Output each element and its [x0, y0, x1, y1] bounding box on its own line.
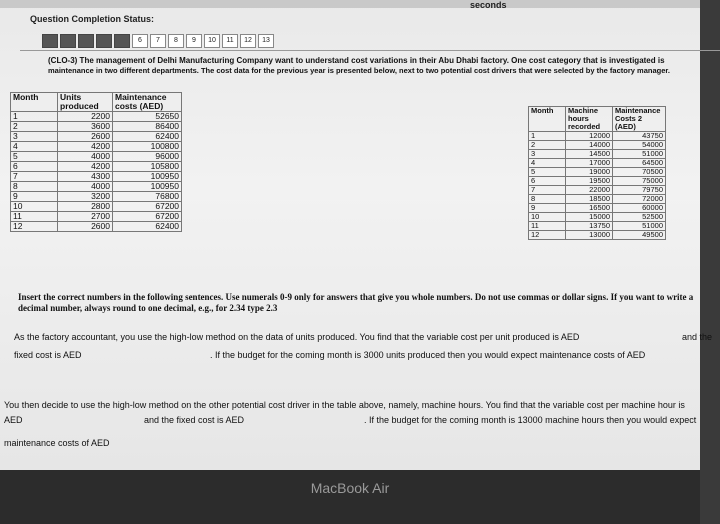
value-cell: 52500 [613, 213, 666, 222]
month-cell: 8 [11, 182, 58, 192]
value-cell: 64500 [613, 159, 666, 168]
value-cell: 14000 [566, 141, 613, 150]
month-cell: 5 [11, 152, 58, 162]
q2-fixed-cost-input[interactable] [262, 415, 332, 425]
divider [20, 50, 720, 51]
month-cell: 1 [529, 132, 566, 141]
answer-instructions: Insert the correct numbers in the following sentences. Use numerals 0-9 only for answers that give you whole numbers. Do not use commas or dollar signs. If you want to write a decimal number, always round to one decimal, e.g., for 2.34 type 2.3 [18, 292, 694, 313]
table-row [11, 172, 182, 182]
month-cell: 6 [11, 162, 58, 172]
question-nav-7[interactable]: 7 [150, 34, 166, 48]
question-navigation [42, 34, 312, 46]
value-cell: 3600 [58, 122, 113, 132]
value-cell: 13000 [566, 231, 613, 240]
col-month: Month [11, 93, 58, 112]
value-cell: 96000 [113, 152, 182, 162]
month-cell: 7 [11, 172, 58, 182]
table-row [11, 152, 182, 162]
value-cell: 12000 [566, 132, 613, 141]
month-cell: 1 [11, 112, 58, 122]
completion-status-label: Question Completion Status: [30, 14, 155, 24]
laptop-bezel [0, 470, 700, 524]
month-cell: 7 [529, 186, 566, 195]
table-row [11, 222, 182, 232]
value-cell: 49500 [613, 231, 666, 240]
value-cell: 4200 [58, 162, 113, 172]
value-cell: 2700 [58, 212, 113, 222]
value-cell: 72000 [613, 195, 666, 204]
value-cell: 67200 [113, 202, 182, 212]
q1-expected-cost-input[interactable] [644, 350, 694, 360]
question-nav-13[interactable]: 13 [258, 34, 274, 48]
q2-text-e: maintenance costs of AED [4, 438, 110, 448]
value-cell: 18500 [566, 195, 613, 204]
value-cell: 43750 [613, 132, 666, 141]
q1-text-c: fixed cost is AED [14, 350, 82, 360]
month-cell: 9 [529, 204, 566, 213]
month-cell: 12 [11, 222, 58, 232]
question-nav-done[interactable] [78, 34, 94, 48]
col-machine-hours: Machine hours recorded [566, 107, 613, 132]
value-cell: 4200 [58, 142, 113, 152]
question-nav-12[interactable]: 12 [240, 34, 256, 48]
month-cell: 12 [529, 231, 566, 240]
top-strip [0, 0, 700, 8]
question-nav-done[interactable] [60, 34, 76, 48]
table-row [11, 112, 182, 122]
q1-fixed-cost-input[interactable] [114, 350, 184, 360]
question-nav-done[interactable] [114, 34, 130, 48]
value-cell: 100950 [113, 182, 182, 192]
table-row [11, 192, 182, 202]
question-nav-8[interactable]: 8 [168, 34, 184, 48]
month-cell: 4 [11, 142, 58, 152]
month-cell: 8 [529, 195, 566, 204]
value-cell: 13750 [566, 222, 613, 231]
value-cell: 76800 [113, 192, 182, 202]
value-cell: 75000 [613, 177, 666, 186]
month-cell: 2 [529, 141, 566, 150]
month-cell: 11 [11, 212, 58, 222]
value-cell: 15000 [566, 213, 613, 222]
value-cell: 3200 [58, 192, 113, 202]
q2-text-b: AED [4, 415, 23, 425]
q2-variable-cost-input[interactable] [34, 415, 104, 425]
month-cell: 3 [11, 132, 58, 142]
value-cell: 19500 [566, 177, 613, 186]
value-cell: 22000 [566, 186, 613, 195]
q1-text-a: As the factory accountant, you use the high-low method on the data of units produced. You find that the variable cost per unit produced is AED [14, 332, 580, 342]
table-row [529, 231, 666, 240]
table-row [11, 212, 182, 222]
value-cell: 4000 [58, 152, 113, 162]
question-nav-11[interactable]: 11 [222, 34, 238, 48]
question-nav-9[interactable]: 9 [186, 34, 202, 48]
value-cell: 16500 [566, 204, 613, 213]
month-cell: 9 [11, 192, 58, 202]
device-brand-label: MacBook Air [310, 480, 390, 496]
table-row [11, 142, 182, 152]
q1-variable-cost-input[interactable] [614, 332, 684, 342]
units-cost-table [10, 92, 182, 232]
value-cell: 51000 [613, 150, 666, 159]
value-cell: 62400 [113, 222, 182, 232]
timer-text: seconds [470, 0, 507, 10]
q2-text-c: and the fixed cost is AED [144, 415, 245, 425]
question-nav-10[interactable]: 10 [204, 34, 220, 48]
question-nav-done[interactable] [42, 34, 58, 48]
month-cell: 2 [11, 122, 58, 132]
value-cell: 2800 [58, 202, 113, 212]
month-cell: 6 [529, 177, 566, 186]
q2-expected-cost-input[interactable] [134, 438, 204, 448]
month-cell: 3 [529, 150, 566, 159]
month-cell: 5 [529, 168, 566, 177]
col-maintenance-costs-2: Maintenance Costs 2 (AED) [613, 107, 666, 132]
month-cell: 10 [529, 213, 566, 222]
value-cell: 51000 [613, 222, 666, 231]
table-row [11, 132, 182, 142]
q1-text-d: . If the budget for the coming month is 3000 units produced then you would expect maintenance costs of AED [210, 350, 646, 360]
question-nav-6[interactable]: 6 [132, 34, 148, 48]
value-cell: 67200 [113, 212, 182, 222]
machine-hours-cost-table [528, 106, 666, 240]
value-cell: 17000 [566, 159, 613, 168]
value-cell: 60000 [613, 204, 666, 213]
value-cell: 52650 [113, 112, 182, 122]
col-maintenance-costs: Maintenance costs (AED) [113, 93, 182, 112]
table-row [11, 202, 182, 212]
question-nav-done[interactable] [96, 34, 112, 48]
value-cell: 19000 [566, 168, 613, 177]
intro-line-2: maintenance in two different departments. The cost data for the previous year is presented below, next to two potential cost drivers that were selected by the factory manager. [48, 66, 670, 75]
col-month: Month [529, 107, 566, 132]
value-cell: 79750 [613, 186, 666, 195]
value-cell: 2600 [58, 222, 113, 232]
value-cell: 4000 [58, 182, 113, 192]
value-cell: 86400 [113, 122, 182, 132]
value-cell: 70500 [613, 168, 666, 177]
value-cell: 14500 [566, 150, 613, 159]
table-row [11, 162, 182, 172]
month-cell: 4 [529, 159, 566, 168]
value-cell: 54000 [613, 141, 666, 150]
col-units-produced: Units produced [58, 93, 113, 112]
q2-text-a: You then decide to use the high-low method on the other potential cost driver in the table above, namely, machine hours. You find that the variable cost per machine hour is [4, 400, 685, 410]
q2-text-d: . If the budget for the coming month is 13000 machine hours then you would expect [364, 415, 697, 425]
value-cell: 105800 [113, 162, 182, 172]
month-cell: 11 [529, 222, 566, 231]
value-cell: 4300 [58, 172, 113, 182]
value-cell: 100950 [113, 172, 182, 182]
question-intro [48, 56, 698, 76]
value-cell: 100800 [113, 142, 182, 152]
month-cell: 10 [11, 202, 58, 212]
value-cell: 2200 [58, 112, 113, 122]
value-cell: 2600 [58, 132, 113, 142]
table-row [11, 182, 182, 192]
q1-text-b: and the [682, 332, 713, 342]
table-row [11, 122, 182, 132]
intro-line-1: (CLO-3) The management of Delhi Manufacturing Company want to understand cost variations in their Abu Dhabi factory. One cost category that is investigated is [48, 56, 665, 65]
value-cell: 62400 [113, 132, 182, 142]
